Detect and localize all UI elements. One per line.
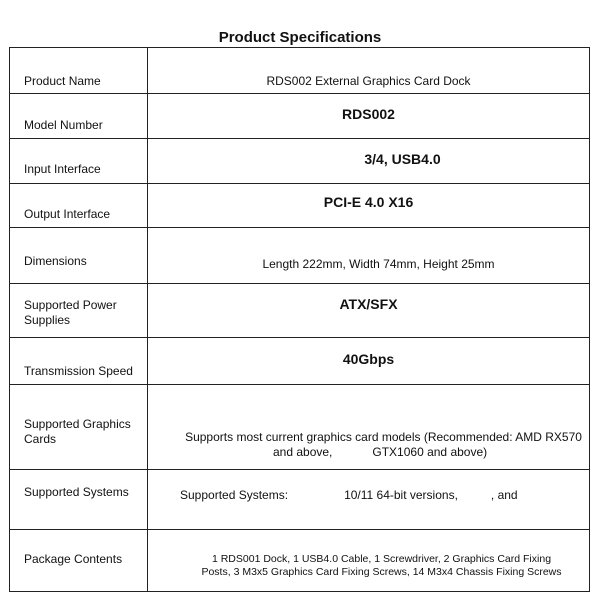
table-row <box>10 94 590 139</box>
label-input-interface: Input Interface <box>24 162 101 176</box>
value-dimensions: Length 222mm, Width 74mm, Height 25mm <box>262 257 495 271</box>
value-line: Posts, 3 M3x5 Graphics Card Fixing Screws, 14 M3x4 Chassis Fixing Screws <box>201 566 562 578</box>
value-fragment: GTX1060 and above) <box>372 445 488 459</box>
value-supported-systems <box>148 488 589 503</box>
table-row <box>10 530 590 592</box>
table-row <box>10 470 590 530</box>
value-supported-power: ATX/SFX <box>339 296 398 312</box>
table-row <box>10 139 590 184</box>
label-dimensions: Dimensions <box>24 254 87 268</box>
value-output-interface: PCI-E 4.0 X16 <box>323 194 414 210</box>
value-fragment: , and <box>490 488 518 502</box>
table-row <box>10 184 590 228</box>
value-model-number: RDS002 <box>342 106 395 122</box>
label-model-number: Model Number <box>24 118 103 132</box>
label-transmission-speed: Transmission Speed <box>24 364 133 378</box>
value-line <box>178 445 589 460</box>
value-fragment: Supported Systems: <box>180 488 289 502</box>
value-line: Supports most current graphics card models (Recommended: AMD RX570 <box>185 430 582 444</box>
label-product-name: Product Name <box>24 74 101 88</box>
label-supported-systems: Supported Systems <box>24 485 129 499</box>
table-row <box>10 338 590 385</box>
label-supported-power: Supported Power Supplies <box>24 298 117 327</box>
value-package-contents <box>148 553 589 579</box>
value-fragment: 10/11 64-bit versions, <box>344 488 458 502</box>
label-output-interface: Output Interface <box>24 207 111 221</box>
page-title: Product Specifications <box>218 29 382 46</box>
value-product-name: RDS002 External Graphics Card Dock <box>266 74 471 88</box>
value-input-interface: 3/4, USB4.0 <box>364 151 441 167</box>
table-row <box>10 228 590 284</box>
table-row <box>10 385 590 470</box>
label-supported-graphics: Supported Graphics Cards <box>24 417 131 446</box>
value-supported-graphics <box>148 430 589 460</box>
table-row <box>10 284 590 338</box>
value-line: 1 RDS001 Dock, 1 USB4.0 Cable, 1 Screwdriver, 2 Graphics Card Fixing <box>211 553 552 565</box>
label-package-contents: Package Contents <box>24 552 123 566</box>
table-row <box>10 48 590 94</box>
value-transmission-speed: 40Gbps <box>342 351 395 367</box>
spec-table <box>9 47 590 592</box>
value-fragment: and above, <box>273 445 333 459</box>
